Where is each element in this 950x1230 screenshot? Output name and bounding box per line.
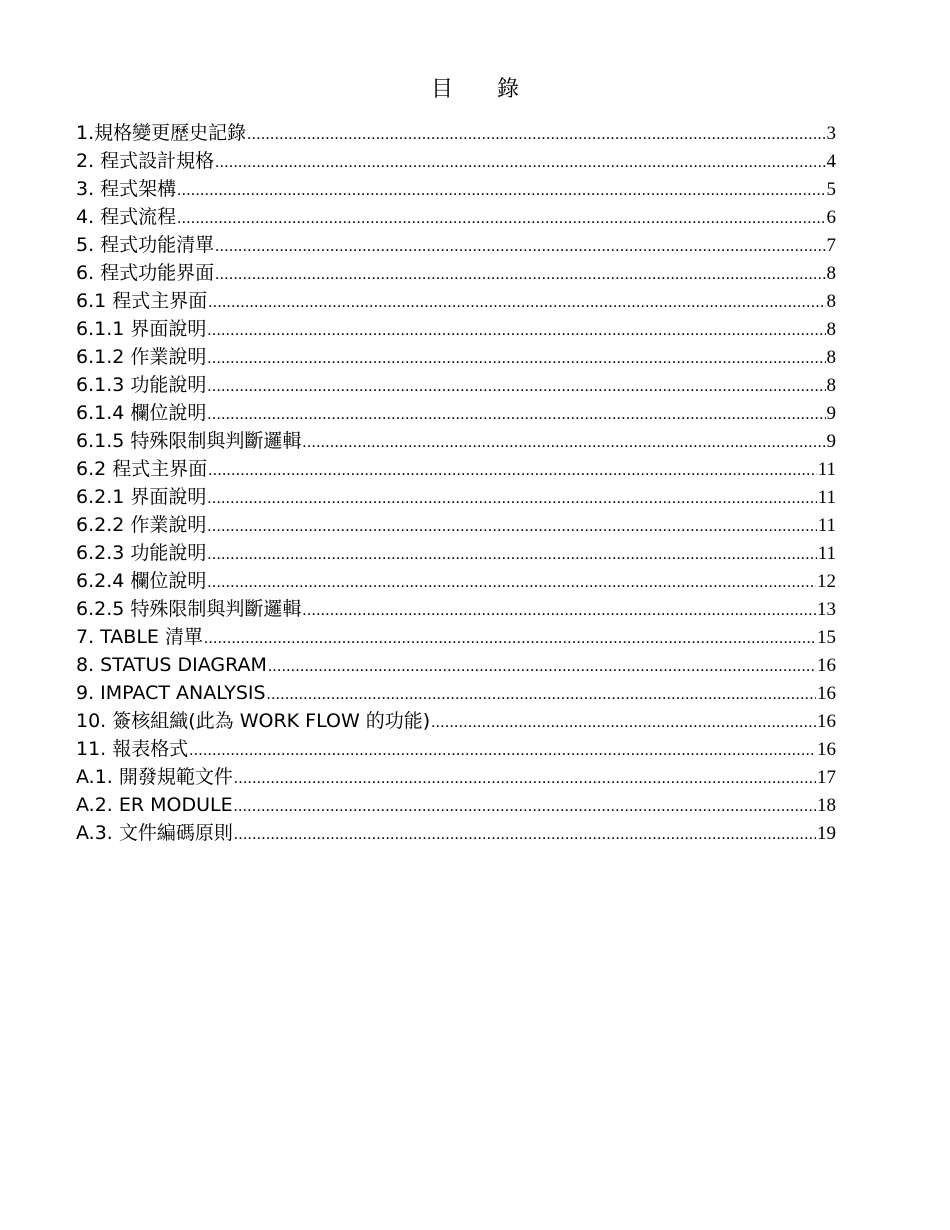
toc-entry[interactable]	[76, 791, 836, 819]
toc-entry[interactable]	[76, 455, 836, 483]
toc-entry-page-number: 12	[817, 571, 836, 592]
toc-entry-label: 6.1.5 特殊限制與判斷邏輯	[76, 430, 302, 452]
toc-dot-leader	[207, 345, 825, 373]
toc-entry[interactable]	[76, 147, 836, 175]
toc-entry[interactable]	[76, 679, 836, 707]
toc-entry-label: 11. 報表格式	[76, 738, 189, 760]
toc-entry-page-number: 15	[817, 627, 836, 648]
toc-dot-leader	[207, 373, 825, 401]
toc-entry-page-number: 8	[826, 291, 836, 312]
toc-entry[interactable]	[76, 595, 836, 623]
toc-entry[interactable]	[76, 567, 836, 595]
toc-entry-label: 6.1 程式主界面	[76, 290, 208, 312]
toc-entry-label: 7. TABLE 清單	[76, 626, 203, 648]
toc-entry[interactable]	[76, 651, 836, 679]
toc-entry-label: A.3. 文件編碼原則	[76, 822, 233, 844]
toc-entry-label: 6.1.3 功能說明	[76, 374, 207, 396]
toc-dot-leader	[431, 709, 816, 737]
toc-dot-leader	[215, 233, 825, 261]
toc-dot-leader	[302, 429, 825, 457]
toc-entry[interactable]	[76, 511, 836, 539]
toc-dot-leader	[189, 737, 816, 765]
toc-dot-leader	[207, 401, 825, 429]
toc-dot-leader	[207, 485, 816, 513]
toc-entry-page-number: 8	[826, 347, 836, 368]
toc-entry-label: 6.2.2 作業說明	[76, 514, 207, 536]
toc-entry-page-number: 4	[826, 151, 836, 172]
toc-entry[interactable]	[76, 399, 836, 427]
toc-entry-label: 5. 程式功能清單	[76, 234, 215, 256]
toc-entry-label: 6.1.1 界面說明	[76, 318, 207, 340]
toc-entry-label: 6. 程式功能界面	[76, 262, 215, 284]
toc-dot-leader	[234, 793, 816, 821]
toc-dot-leader	[247, 121, 825, 149]
toc-entry-page-number: 11	[817, 459, 836, 480]
toc-entry-page-number: 18	[817, 795, 836, 816]
toc-dot-leader	[208, 457, 816, 485]
toc-entry-page-number: 11	[817, 543, 836, 564]
toc-list	[76, 119, 836, 847]
toc-entry[interactable]	[76, 231, 836, 259]
toc-entry[interactable]	[76, 427, 836, 455]
toc-dot-leader	[207, 513, 816, 541]
toc-dot-leader	[268, 653, 816, 681]
toc-entry-page-number: 11	[817, 487, 836, 508]
toc-entry-page-number: 7	[826, 235, 836, 256]
toc-entry-label: 2. 程式設計規格	[76, 150, 215, 172]
toc-entry[interactable]	[76, 287, 836, 315]
toc-entry-page-number: 6	[826, 207, 836, 228]
toc-entry[interactable]	[76, 763, 836, 791]
toc-dot-leader	[177, 177, 825, 205]
toc-dot-leader	[267, 681, 816, 709]
toc-dot-leader	[215, 261, 825, 289]
toc-entry-label: 6.2.5 特殊限制與判斷邏輯	[76, 598, 302, 620]
toc-entry-label: A.1. 開發規範文件	[76, 766, 233, 788]
toc-dot-leader	[207, 569, 816, 597]
toc-entry[interactable]	[76, 315, 836, 343]
toc-dot-leader	[215, 149, 825, 177]
toc-entry-label: 6.2.1 界面說明	[76, 486, 207, 508]
toc-entry-label: 1.規格變更歷史記錄	[76, 122, 247, 144]
toc-entry-page-number: 16	[817, 655, 836, 676]
toc-entry-page-number: 16	[817, 711, 836, 732]
toc-entry-page-number: 5	[826, 179, 836, 200]
toc-entry-page-number: 9	[826, 403, 836, 424]
toc-entry[interactable]	[76, 175, 836, 203]
toc-entry-label: 6.1.2 作業說明	[76, 346, 207, 368]
toc-entry-label: 9. IMPACT ANALYSIS	[76, 682, 266, 704]
toc-entry-page-number: 17	[817, 767, 836, 788]
toc-entry[interactable]	[76, 539, 836, 567]
toc-entry[interactable]	[76, 343, 836, 371]
toc-entry-page-number: 19	[817, 823, 836, 844]
toc-entry-label: 6.2 程式主界面	[76, 458, 208, 480]
toc-entry-page-number: 8	[826, 319, 836, 340]
toc-dot-leader	[234, 821, 816, 849]
toc-entry-page-number: 13	[817, 599, 836, 620]
toc-entry-page-number: 11	[817, 515, 836, 536]
toc-dot-leader	[207, 541, 816, 569]
toc-dot-leader	[208, 289, 825, 317]
toc-entry-page-number: 9	[826, 431, 836, 452]
toc-entry-page-number: 16	[817, 683, 836, 704]
toc-entry[interactable]	[76, 203, 836, 231]
toc-entry-label: 10. 簽核組織(此為 WORK FLOW 的功能)	[76, 710, 431, 732]
toc-entry-label: 8. STATUS DIAGRAM	[76, 654, 267, 676]
toc-entry-label: 3. 程式架構	[76, 178, 177, 200]
toc-dot-leader	[177, 205, 825, 233]
toc-entry-label: A.2. ER MODULE	[76, 794, 233, 816]
toc-entry-label: 6.2.3 功能說明	[76, 542, 207, 564]
toc-entry[interactable]	[76, 735, 836, 763]
toc-entry-page-number: 3	[826, 123, 836, 144]
toc-entry-page-number: 16	[817, 739, 836, 760]
toc-entry-label: 4. 程式流程	[76, 206, 177, 228]
toc-title: 目 錄	[430, 77, 519, 102]
toc-dot-leader	[207, 317, 825, 345]
toc-dot-leader	[234, 765, 816, 793]
toc-entry-label: 6.2.4 欄位說明	[76, 570, 207, 592]
toc-entry-page-number: 8	[826, 375, 836, 396]
toc-dot-leader	[204, 625, 816, 653]
toc-entry[interactable]	[76, 119, 836, 147]
toc-entry-label: 6.1.4 欄位說明	[76, 402, 207, 424]
toc-entry[interactable]	[76, 371, 836, 399]
toc-entry[interactable]	[76, 623, 836, 651]
toc-entry[interactable]	[76, 259, 836, 287]
toc-entry[interactable]	[76, 483, 836, 511]
toc-entry[interactable]	[76, 707, 836, 735]
toc-entry-page-number: 8	[826, 263, 836, 284]
toc-entry[interactable]	[76, 819, 836, 847]
toc-dot-leader	[302, 597, 816, 625]
